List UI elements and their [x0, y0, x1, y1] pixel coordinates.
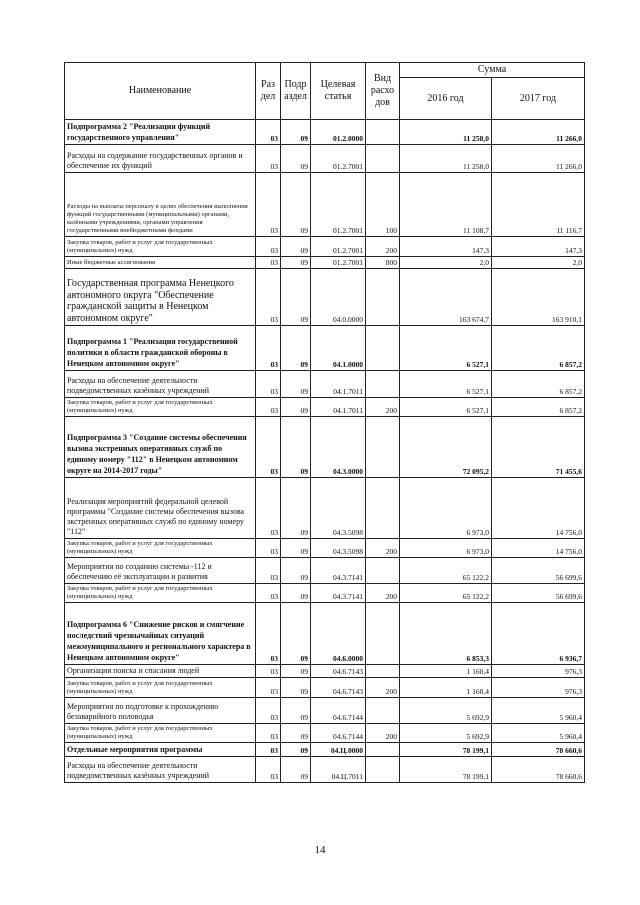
table-row — [65, 269, 585, 326]
row-vid: 200 — [366, 584, 400, 603]
row-name: Закупка товаров, работ и услуг для государственных (муниципальных) нужд — [65, 584, 256, 603]
row-value-2017: 78 660,6 — [492, 743, 585, 757]
row-razdel: 03 — [256, 326, 281, 371]
row-value-2016: 11 108,7 — [400, 173, 492, 237]
row-value-2016: 1 160,4 — [400, 665, 492, 678]
row-name: Закупка товаров, работ и услуг для государственных (муниципальных) нужд — [65, 724, 256, 743]
row-razdel: 03 — [256, 757, 281, 783]
row-razdel: 03 — [256, 698, 281, 724]
row-name: Расходы на обеспечение деятельности подведомственных казённых учреждений — [65, 371, 256, 398]
row-name: Отдельные мероприятия программы — [65, 743, 256, 757]
row-vid: 200 — [366, 237, 400, 257]
table-row — [65, 665, 585, 678]
row-razdel: 03 — [256, 584, 281, 603]
row-value-2017: 6 857,2 — [492, 371, 585, 398]
row-podrazdel: 09 — [281, 145, 311, 173]
row-podrazdel: 09 — [281, 326, 311, 371]
row-podrazdel: 09 — [281, 603, 311, 665]
row-podrazdel: 09 — [281, 539, 311, 558]
row-vid: 200 — [366, 724, 400, 743]
table-row — [65, 173, 585, 237]
row-vid — [366, 665, 400, 678]
row-razdel: 03 — [256, 558, 281, 584]
row-tselevaya: 04.1.7011 — [311, 398, 366, 417]
row-vid — [366, 371, 400, 398]
row-razdel: 03 — [256, 539, 281, 558]
row-razdel: 03 — [256, 145, 281, 173]
table-body — [65, 120, 585, 783]
row-tselevaya: 01.2.7001 — [311, 145, 366, 173]
row-value-2017: 2,0 — [492, 257, 585, 269]
row-podrazdel: 09 — [281, 269, 311, 326]
row-vid — [366, 698, 400, 724]
row-value-2017: 6 936,7 — [492, 603, 585, 665]
row-tselevaya: 04.1.7011 — [311, 371, 366, 398]
row-tselevaya: 04.6.7143 — [311, 678, 366, 698]
row-name: Государственная программа Ненецкого автономного округа "Обеспечение гражданской защиты в Ненецком автономном округе" — [65, 269, 256, 326]
row-podrazdel: 09 — [281, 237, 311, 257]
row-vid — [366, 326, 400, 371]
row-name: Расходы на содержание государственных органов и обеспечение их функций — [65, 145, 256, 173]
row-podrazdel: 09 — [281, 478, 311, 539]
row-razdel: 03 — [256, 269, 281, 326]
row-tselevaya: 04.0.0000 — [311, 269, 366, 326]
row-value-2016: 11 258,0 — [400, 120, 492, 145]
row-value-2017: 14 756,0 — [492, 478, 585, 539]
row-value-2016: 6 527,1 — [400, 371, 492, 398]
row-vid: 800 — [366, 257, 400, 269]
page-number: 14 — [314, 844, 326, 856]
row-value-2016: 147,3 — [400, 237, 492, 257]
row-tselevaya: 04.Ц.7011 — [311, 757, 366, 783]
row-value-2017: 976,3 — [492, 665, 585, 678]
row-vid: 100 — [366, 173, 400, 237]
table-row — [65, 237, 585, 257]
row-name: Расходы на выплаты персоналу в целях обеспечения выполнения функций государственными (муниципальными) органами, казёнными учреждениями, органами управления государственными внебюджетными фондами — [65, 173, 256, 237]
row-razdel: 03 — [256, 678, 281, 698]
header-vid: Вид расхо дов — [366, 63, 400, 120]
header-podrazdel: Подр аздел — [281, 63, 311, 120]
table-row — [65, 584, 585, 603]
row-name: Закупка товаров, работ и услуг для государственных (муниципальных) нужд — [65, 539, 256, 558]
row-tselevaya: 04.3.7141 — [311, 558, 366, 584]
row-value-2016: 5 692,9 — [400, 724, 492, 743]
row-name: Организация поиска и спасания людей — [65, 665, 256, 678]
row-tselevaya: 01.2.7001 — [311, 257, 366, 269]
row-tselevaya: 04.6.7143 — [311, 665, 366, 678]
row-value-2017: 78 660,6 — [492, 757, 585, 783]
row-razdel: 03 — [256, 120, 281, 145]
row-tselevaya: 04.6.7144 — [311, 724, 366, 743]
row-podrazdel: 09 — [281, 698, 311, 724]
row-razdel: 03 — [256, 724, 281, 743]
table-row — [65, 145, 585, 173]
row-name: Реализация мероприятий федеральной целевой программы "Создание системы обеспечения вызова экстренных оперативных служб по единому номеру "112" — [65, 478, 256, 539]
row-value-2017: 14 756,0 — [492, 539, 585, 558]
row-value-2016: 6 527,1 — [400, 398, 492, 417]
row-name: Иные бюджетные ассигнования — [65, 257, 256, 269]
row-value-2017: 6 857,2 — [492, 398, 585, 417]
row-tselevaya: 04.6.0000 — [311, 603, 366, 665]
row-podrazdel: 09 — [281, 724, 311, 743]
table-row — [65, 326, 585, 371]
row-value-2017: 11 116,7 — [492, 173, 585, 237]
row-podrazdel: 09 — [281, 665, 311, 678]
row-value-2016: 2,0 — [400, 257, 492, 269]
row-name: Закупка товаров, работ и услуг для государственных (муниципальных) нужд — [65, 678, 256, 698]
header-summa: Сумма — [400, 63, 585, 78]
row-podrazdel: 09 — [281, 398, 311, 417]
row-value-2016: 78 199,1 — [400, 743, 492, 757]
row-value-2016: 65 122,2 — [400, 558, 492, 584]
row-value-2016: 1 160,4 — [400, 678, 492, 698]
row-tselevaya: 04.6.7144 — [311, 698, 366, 724]
row-podrazdel: 09 — [281, 757, 311, 783]
table-row — [65, 257, 585, 269]
row-podrazdel: 09 — [281, 120, 311, 145]
row-vid: 200 — [366, 678, 400, 698]
row-tselevaya: 04.3.5098 — [311, 478, 366, 539]
table-row — [65, 724, 585, 743]
row-value-2016: 65 122,2 — [400, 584, 492, 603]
row-name: Подпрограмма 3 "Создание системы обеспечения вызова экстренных оперативных служб по единому номеру "112" в Ненецком автономном округе на 2014-2017 годы" — [65, 417, 256, 478]
table-row — [65, 371, 585, 398]
row-podrazdel: 09 — [281, 257, 311, 269]
row-value-2016: 6 973,0 — [400, 478, 492, 539]
row-value-2017: 5 960,4 — [492, 698, 585, 724]
row-value-2017: 5 960,4 — [492, 724, 585, 743]
header-razdel: Раз дел — [256, 63, 281, 120]
table-row — [65, 757, 585, 783]
row-tselevaya: 01.2.7001 — [311, 173, 366, 237]
header-tselevaya: Целевая статья — [311, 63, 366, 120]
table-row — [65, 698, 585, 724]
header-name: Наименование — [65, 63, 256, 120]
table-row — [65, 743, 585, 757]
row-tselevaya: 04.3.0000 — [311, 417, 366, 478]
table-header — [65, 63, 585, 120]
row-tselevaya: 04.Ц.0000 — [311, 743, 366, 757]
row-tselevaya: 01.2.7001 — [311, 237, 366, 257]
row-value-2017: 163 910,1 — [492, 269, 585, 326]
row-podrazdel: 09 — [281, 417, 311, 478]
row-name: Закупка товаров, работ и услуг для государственных (муниципальных) нужд — [65, 398, 256, 417]
row-podrazdel: 09 — [281, 558, 311, 584]
row-value-2016: 6 527,1 — [400, 326, 492, 371]
row-value-2017: 6 857,2 — [492, 326, 585, 371]
row-tselevaya: 04.1.0000 — [311, 326, 366, 371]
row-razdel: 03 — [256, 417, 281, 478]
row-vid — [366, 478, 400, 539]
row-value-2016: 6 853,3 — [400, 603, 492, 665]
row-tselevaya: 04.3.5098 — [311, 539, 366, 558]
row-razdel: 03 — [256, 257, 281, 269]
row-podrazdel: 09 — [281, 743, 311, 757]
row-vid — [366, 269, 400, 326]
row-value-2016: 5 692,9 — [400, 698, 492, 724]
table-row — [65, 398, 585, 417]
row-value-2016: 78 199,1 — [400, 757, 492, 783]
row-razdel: 03 — [256, 173, 281, 237]
row-vid — [366, 757, 400, 783]
row-tselevaya: 04.3.7141 — [311, 584, 366, 603]
row-value-2017: 976,3 — [492, 678, 585, 698]
table-row — [65, 558, 585, 584]
row-value-2016: 11 258,0 — [400, 145, 492, 173]
row-vid: 200 — [366, 539, 400, 558]
row-name: Подпрограмма 6 "Снижение рисков и смягчение последствий чрезвычайных ситуаций межмуниципального и регионального характера в Ненецком автономном округе" — [65, 603, 256, 665]
row-razdel: 03 — [256, 478, 281, 539]
row-value-2017: 56 699,6 — [492, 558, 585, 584]
budget-table — [64, 62, 585, 783]
row-value-2016: 72 095,2 — [400, 417, 492, 478]
row-value-2017: 11 266,0 — [492, 120, 585, 145]
row-vid — [366, 603, 400, 665]
row-podrazdel: 09 — [281, 173, 311, 237]
row-name: Подпрограмма 1 "Реализация государственной политики в области гражданской обороны в Ненецком автономном округе" — [65, 326, 256, 371]
row-name: Расходы на обеспечение деятельности подведомственных казённых учреждений — [65, 757, 256, 783]
row-podrazdel: 09 — [281, 678, 311, 698]
row-razdel: 03 — [256, 398, 281, 417]
table-row — [65, 417, 585, 478]
row-name: Закупка товаров, работ и услуг для государственных (муниципальных) нужд — [65, 237, 256, 257]
table-row — [65, 478, 585, 539]
row-value-2016: 6 973,0 — [400, 539, 492, 558]
row-vid: 200 — [366, 398, 400, 417]
table-row — [65, 120, 585, 145]
row-value-2017: 71 455,6 — [492, 417, 585, 478]
row-name: Мероприятия по созданию системы -112 и обеспечению её эксплуатации и развития — [65, 558, 256, 584]
row-name: Мероприятия по подготовке к прохождению безаварийного половодья — [65, 698, 256, 724]
table-row — [65, 678, 585, 698]
table-row — [65, 603, 585, 665]
row-value-2016: 163 674,7 — [400, 269, 492, 326]
row-vid — [366, 417, 400, 478]
row-razdel: 03 — [256, 237, 281, 257]
row-razdel: 03 — [256, 665, 281, 678]
row-name: Подпрограмма 2 "Реализация функций государственного управления" — [65, 120, 256, 145]
row-podrazdel: 09 — [281, 371, 311, 398]
header-2017: 2017 год — [492, 78, 585, 120]
table-row — [65, 539, 585, 558]
row-value-2017: 147,3 — [492, 237, 585, 257]
row-razdel: 03 — [256, 371, 281, 398]
row-vid — [366, 145, 400, 173]
row-vid — [366, 558, 400, 584]
row-podrazdel: 09 — [281, 584, 311, 603]
row-value-2017: 11 266,0 — [492, 145, 585, 173]
header-2016: 2016 год — [400, 78, 492, 120]
row-value-2017: 56 699,6 — [492, 584, 585, 603]
row-razdel: 03 — [256, 603, 281, 665]
row-vid — [366, 743, 400, 757]
row-tselevaya: 01.2.0000 — [311, 120, 366, 145]
row-vid — [366, 120, 400, 145]
row-razdel: 03 — [256, 743, 281, 757]
